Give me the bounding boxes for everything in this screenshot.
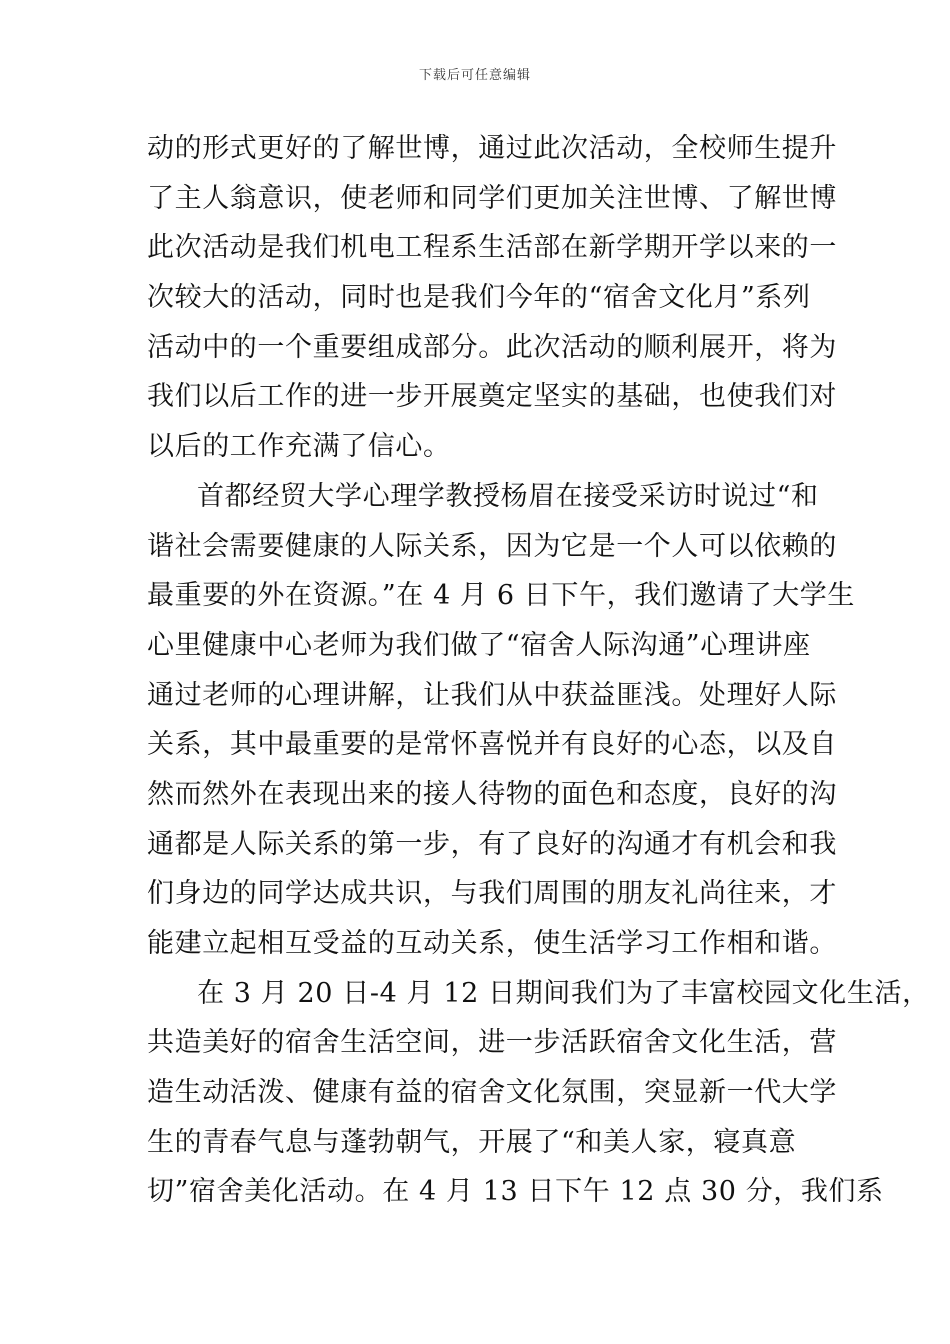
page-header: 下载后可任意编辑 xyxy=(418,68,531,83)
text-line: 切”宿舍美化活动。在 4 月 13 日下午 12 点 30 分，我们系 xyxy=(147,1176,884,1208)
text-line: 能建立起相互受益的互动关系，使生活学习工作相和谐。 xyxy=(147,928,837,959)
text-line: 关系，其中最重要的是常怀喜悦并有良好的心态，以及自 xyxy=(147,729,837,761)
text-line: 通都是人际关系的第一步，有了良好的沟通才有机会和我 xyxy=(147,828,837,860)
paragraph-1 xyxy=(147,124,837,472)
text-line: 在 3 月 20 日-4 月 12 日期间我们为了丰富校园文化生活， xyxy=(197,977,930,1009)
text-line: 然而然外在表现出来的接人待物的面色和态度，良好的沟 xyxy=(147,778,837,810)
text-line: 心里健康中心老师为我们做了“宿舍人际沟通”心理讲座 xyxy=(147,629,811,661)
text-line: 造生动活泼、健康有益的宿舍文化氛围，突显新一代大学 xyxy=(147,1077,837,1109)
paragraph-2 xyxy=(147,472,855,969)
text-line: 共造美好的宿舍生活空间，进一步活跃宿舍文化生活，营 xyxy=(147,1027,837,1059)
text-line: 通过老师的心理讲解，让我们从中获益匪浅。处理好人际 xyxy=(147,679,837,711)
text-line: 了主人翁意识，使老师和同学们更加关注世博、了解世博 xyxy=(147,182,837,214)
text-line: 我们以后工作的进一步开展奠定坚实的基础，也使我们对 xyxy=(147,381,837,413)
text-line: 此次活动是我们机电工程系生活部在新学期开学以来的一 xyxy=(147,232,837,264)
text-line: 生的青春气息与蓬勃朝气，开展了“和美人家，寝真意 xyxy=(147,1126,797,1158)
paragraph-3 xyxy=(147,969,930,1217)
text-line: 首都经贸大学心理学教授杨眉在接受采访时说过“和 xyxy=(197,480,819,512)
text-line: 最重要的外在资源。”在 4 月 6 日下午，我们邀请了大学生 xyxy=(147,580,855,612)
text-line: 活动中的一个重要组成部分。此次活动的顺利展开，将为 xyxy=(147,331,837,363)
text-line: 们身边的同学达成共识，与我们周围的朋友礼尚往来，才 xyxy=(147,878,837,910)
text-line: 次较大的活动，同时也是我们今年的“宿舍文化月”系列 xyxy=(147,282,811,314)
text-line: 动的形式更好的了解世博，通过此次活动，全校师生提升 xyxy=(147,133,837,164)
text-line: 以后的工作充满了信心。 xyxy=(147,431,451,463)
document-body xyxy=(147,124,930,1217)
text-line: 谐社会需要健康的人际关系，因为它是一个人可以依赖的 xyxy=(147,530,837,562)
